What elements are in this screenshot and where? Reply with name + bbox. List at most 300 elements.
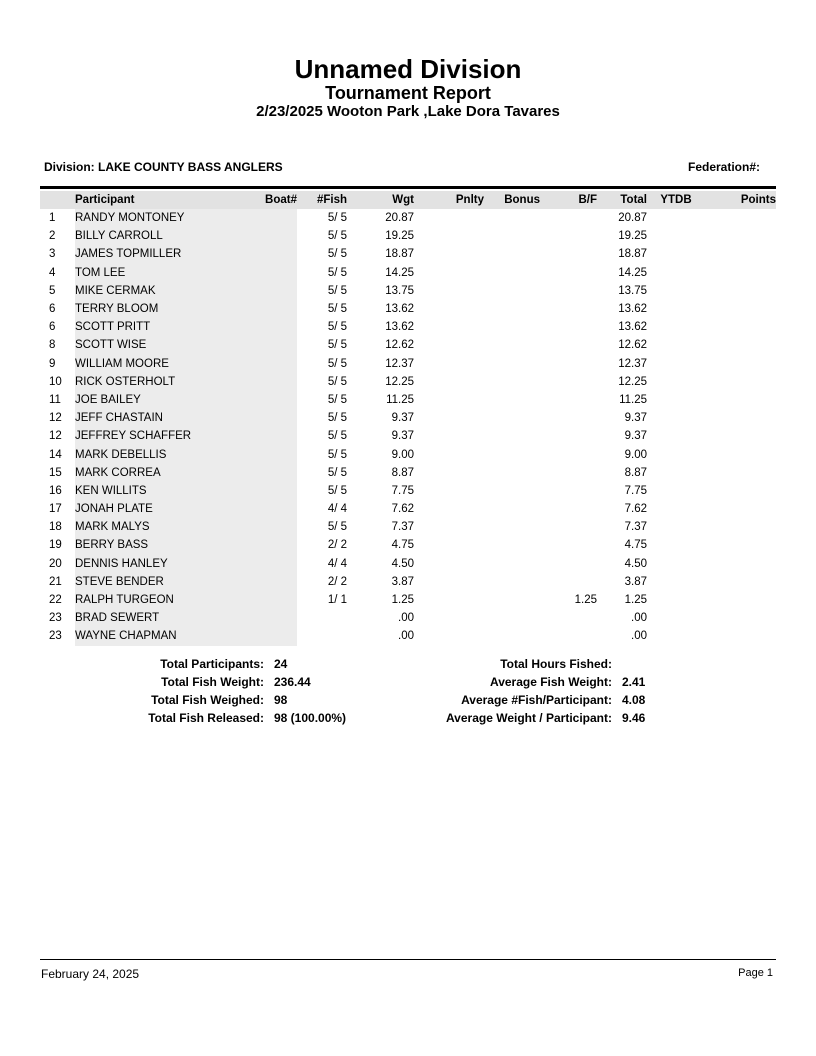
place-cell: 9 — [49, 357, 56, 370]
big-fish-cell — [540, 573, 597, 591]
bonus-cell — [484, 627, 540, 645]
weight-cell: 12.25 — [385, 375, 414, 388]
table-row — [40, 373, 776, 391]
weight-cell: 4.50 — [391, 557, 414, 570]
place-cell: 20 — [49, 557, 62, 570]
report-subtitle: Tournament Report — [325, 83, 491, 103]
summary-right-label: Average #Fish/Participant: — [461, 693, 612, 707]
participant-cell: STEVE BENDER — [75, 573, 245, 591]
division-line — [44, 160, 760, 174]
ytdb-cell — [647, 209, 705, 227]
points-cell — [705, 391, 776, 409]
place-cell: 8 — [49, 339, 56, 352]
place-cell: 12 — [49, 430, 62, 443]
place-cell: 16 — [49, 484, 62, 497]
points-cell — [705, 336, 776, 354]
table-row — [40, 609, 776, 627]
place-cell: 1 — [49, 212, 56, 225]
bonus-cell — [484, 336, 540, 354]
event-line: 2/23/2025 Wooton Park ,Lake Dora Tavares — [256, 103, 560, 120]
fish-count-cell: 5/ 5 — [327, 284, 347, 297]
big-fish-cell — [540, 518, 597, 536]
ytdb-cell — [647, 464, 705, 482]
ytdb-cell — [647, 445, 705, 463]
ytdb-cell — [647, 391, 705, 409]
weight-cell: 14.25 — [385, 266, 414, 279]
boat-cell — [245, 627, 297, 645]
ytdb-cell — [647, 555, 705, 573]
fish-count-cell: 2/ 2 — [327, 575, 347, 588]
points-cell — [705, 264, 776, 282]
points-cell — [705, 536, 776, 554]
table-row — [40, 427, 776, 445]
total-cell: 11.25 — [619, 393, 647, 406]
boat-cell — [245, 245, 297, 263]
bonus-cell — [484, 609, 540, 627]
big-fish-cell: 1.25 — [574, 594, 597, 607]
ytdb-cell — [647, 318, 705, 336]
fish-count-cell: 5/ 5 — [327, 266, 347, 279]
place-cell: 22 — [49, 594, 62, 607]
bonus-cell — [484, 264, 540, 282]
boat-cell — [245, 336, 297, 354]
participant-cell: DENNIS HANLEY — [75, 555, 245, 573]
ytdb-cell — [647, 482, 705, 500]
table-row — [40, 445, 776, 463]
bonus-cell — [484, 500, 540, 518]
bonus-cell — [484, 518, 540, 536]
table-row — [40, 627, 776, 645]
bonus-cell — [484, 555, 540, 573]
boat-cell — [245, 591, 297, 609]
big-fish-cell — [540, 300, 597, 318]
boat-cell — [245, 227, 297, 245]
table-row — [40, 391, 776, 409]
weight-cell: 19.25 — [385, 230, 414, 243]
total-cell: 12.25 — [618, 375, 647, 388]
total-cell: 8.87 — [624, 466, 647, 479]
participant-cell: JOE BAILEY — [75, 391, 245, 409]
weight-cell: 3.87 — [391, 575, 414, 588]
boat-cell — [245, 282, 297, 300]
bonus-cell — [484, 245, 540, 263]
total-cell: 18.87 — [618, 248, 647, 261]
summary-left-value: 98 (100.00%) — [274, 711, 347, 725]
bonus-cell — [484, 445, 540, 463]
points-cell — [705, 209, 776, 227]
points-cell — [705, 355, 776, 373]
total-cell: 7.37 — [624, 521, 647, 534]
participant-cell: WAYNE CHAPMAN — [75, 627, 245, 645]
bonus-cell — [484, 373, 540, 391]
fish-count-cell — [297, 627, 347, 645]
big-fish-cell — [540, 264, 597, 282]
points-cell — [705, 409, 776, 427]
points-cell — [705, 555, 776, 573]
bonus-cell — [484, 209, 540, 227]
penalty-cell — [414, 373, 484, 391]
col-fish-header: #Fish — [297, 191, 347, 209]
penalty-cell — [414, 445, 484, 463]
points-cell — [705, 573, 776, 591]
total-cell: 13.75 — [618, 284, 647, 297]
bonus-cell — [484, 227, 540, 245]
boat-cell — [245, 300, 297, 318]
boat-cell — [245, 409, 297, 427]
fish-count-cell: 5/ 5 — [327, 393, 347, 406]
ytdb-cell — [647, 427, 705, 445]
total-cell: 12.62 — [618, 339, 647, 352]
ytdb-cell — [647, 336, 705, 354]
table-row — [40, 209, 776, 227]
col-pnlty-header: Pnlty — [414, 191, 484, 209]
points-cell — [705, 464, 776, 482]
summary-right-value: 9.46 — [622, 711, 646, 725]
fish-count-cell: 5/ 5 — [327, 321, 347, 334]
weight-cell: 20.87 — [385, 212, 414, 225]
bonus-cell — [484, 573, 540, 591]
fish-count-cell: 5/ 5 — [327, 212, 347, 225]
place-cell: 6 — [49, 303, 56, 316]
penalty-cell — [414, 609, 484, 627]
report-header — [0, 54, 816, 120]
weight-cell: 9.37 — [391, 430, 414, 443]
boat-cell — [245, 445, 297, 463]
penalty-cell — [414, 355, 484, 373]
penalty-cell — [414, 282, 484, 300]
fish-count-cell: 5/ 5 — [327, 303, 347, 316]
weight-cell: 12.37 — [385, 357, 414, 370]
col-ytdb-header: YTDB — [647, 191, 705, 209]
participant-cell: MARK MALYS — [75, 518, 245, 536]
penalty-cell — [414, 591, 484, 609]
boat-cell — [245, 518, 297, 536]
points-cell — [705, 318, 776, 336]
total-cell: 9.37 — [624, 412, 647, 425]
col-boat-header: Boat# — [245, 191, 297, 209]
bonus-cell — [484, 536, 540, 554]
points-cell — [705, 609, 776, 627]
fish-count-cell: 5/ 5 — [327, 248, 347, 261]
boat-cell — [245, 373, 297, 391]
total-cell: .00 — [631, 612, 647, 625]
big-fish-cell — [540, 445, 597, 463]
ytdb-cell — [647, 500, 705, 518]
place-cell: 19 — [49, 539, 62, 552]
table-row — [40, 591, 776, 609]
fish-count-cell: 5/ 5 — [327, 448, 347, 461]
results-table — [40, 191, 776, 646]
boat-cell — [245, 573, 297, 591]
points-cell — [705, 482, 776, 500]
place-cell: 21 — [49, 575, 62, 588]
weight-cell: .00 — [398, 630, 414, 643]
col-participant-header: Participant — [75, 191, 245, 209]
penalty-cell — [414, 427, 484, 445]
bonus-cell — [484, 355, 540, 373]
place-cell: 23 — [49, 630, 62, 643]
total-cell: .00 — [631, 630, 647, 643]
big-fish-cell — [540, 609, 597, 627]
table-row — [40, 227, 776, 245]
penalty-cell — [414, 518, 484, 536]
penalty-cell — [414, 245, 484, 263]
fish-count-cell: 5/ 5 — [327, 357, 347, 370]
participant-cell: RICK OSTERHOLT — [75, 373, 245, 391]
big-fish-cell — [540, 336, 597, 354]
participant-cell: BRAD SEWERT — [75, 609, 245, 627]
table-row — [40, 245, 776, 263]
header-rule — [40, 186, 776, 189]
total-cell: 9.00 — [624, 448, 647, 461]
penalty-cell — [414, 482, 484, 500]
penalty-cell — [414, 464, 484, 482]
boat-cell — [245, 536, 297, 554]
big-fish-cell — [540, 227, 597, 245]
fish-count-cell: 5/ 5 — [327, 412, 347, 425]
participant-cell: JAMES TOPMILLER — [75, 245, 245, 263]
col-place-header — [40, 191, 75, 209]
penalty-cell — [414, 500, 484, 518]
weight-cell: 7.75 — [391, 484, 414, 497]
summary-left-label: Total Fish Released: — [148, 711, 264, 725]
weight-cell: 1.25 — [391, 594, 414, 607]
participant-cell: MIKE CERMAK — [75, 282, 245, 300]
table-row — [40, 464, 776, 482]
ytdb-cell — [647, 300, 705, 318]
place-cell: 15 — [49, 466, 62, 479]
points-cell — [705, 627, 776, 645]
table-row — [40, 282, 776, 300]
table-row — [40, 536, 776, 554]
participant-cell: BILLY CARROLL — [75, 227, 245, 245]
weight-cell: 18.87 — [385, 248, 414, 261]
penalty-cell — [414, 318, 484, 336]
boat-cell — [245, 355, 297, 373]
weight-cell: 9.00 — [391, 448, 414, 461]
participant-cell: KEN WILLITS — [75, 482, 245, 500]
total-cell: 14.25 — [618, 266, 647, 279]
penalty-cell — [414, 536, 484, 554]
boat-cell — [245, 500, 297, 518]
big-fish-cell — [540, 282, 597, 300]
footer-rule — [40, 959, 776, 960]
penalty-cell — [414, 209, 484, 227]
fish-count-cell: 5/ 5 — [327, 375, 347, 388]
bonus-cell — [484, 591, 540, 609]
participant-cell: TOM LEE — [75, 264, 245, 282]
bonus-cell — [484, 427, 540, 445]
total-cell: 13.62 — [618, 303, 647, 316]
ytdb-cell — [647, 536, 705, 554]
table-row — [40, 518, 776, 536]
total-cell: 4.75 — [624, 539, 647, 552]
big-fish-cell — [540, 627, 597, 645]
weight-cell: 7.62 — [391, 503, 414, 516]
table-row — [40, 318, 776, 336]
boat-cell — [245, 264, 297, 282]
participant-cell: WILLIAM MOORE — [75, 355, 245, 373]
participant-cell: JEFFREY SCHAFFER — [75, 427, 245, 445]
fish-count-cell: 4/ 4 — [327, 557, 347, 570]
bonus-cell — [484, 409, 540, 427]
participant-cell: SCOTT PRITT — [75, 318, 245, 336]
col-points-header: Points — [705, 191, 776, 209]
boat-cell — [245, 555, 297, 573]
weight-cell: 13.62 — [385, 303, 414, 316]
place-cell: 2 — [49, 230, 56, 243]
col-bf-header: B/F — [540, 191, 597, 209]
big-fish-cell — [540, 500, 597, 518]
weight-cell: 7.37 — [391, 521, 414, 534]
penalty-cell — [414, 555, 484, 573]
ytdb-cell — [647, 573, 705, 591]
bonus-cell — [484, 464, 540, 482]
total-cell: 19.25 — [618, 230, 647, 243]
fish-count-cell: 5/ 5 — [327, 339, 347, 352]
place-cell: 14 — [49, 448, 62, 461]
participant-cell: TERRY BLOOM — [75, 300, 245, 318]
big-fish-cell — [540, 464, 597, 482]
division-label: Division: LAKE COUNTY BASS ANGLERS — [44, 160, 283, 174]
summary-left-label: Total Participants: — [160, 657, 264, 671]
fish-count-cell: 1/ 1 — [327, 594, 347, 607]
total-cell: 7.62 — [624, 503, 647, 516]
big-fish-cell — [540, 427, 597, 445]
weight-cell: 4.75 — [391, 539, 414, 552]
total-cell: 20.87 — [618, 212, 647, 225]
points-cell — [705, 445, 776, 463]
total-cell: 7.75 — [624, 484, 647, 497]
weight-cell: 9.37 — [391, 412, 414, 425]
fish-count-cell: 5/ 5 — [327, 430, 347, 443]
place-cell: 4 — [49, 266, 56, 279]
fish-count-cell: 5/ 5 — [327, 230, 347, 243]
results-body — [40, 209, 776, 646]
summary-right-value: 2.41 — [622, 675, 646, 689]
participant-cell: JEFF CHASTAIN — [75, 409, 245, 427]
table-row — [40, 264, 776, 282]
weight-cell: 13.62 — [385, 321, 414, 334]
ytdb-cell — [647, 245, 705, 263]
table-header-row — [40, 191, 776, 209]
total-cell: 12.37 — [618, 357, 647, 370]
points-cell — [705, 373, 776, 391]
participant-cell: RALPH TURGEON — [75, 591, 245, 609]
fish-count-cell: 4/ 4 — [327, 503, 347, 516]
penalty-cell — [414, 227, 484, 245]
ytdb-cell — [647, 518, 705, 536]
total-cell: 9.37 — [624, 430, 647, 443]
bonus-cell — [484, 300, 540, 318]
fish-count-cell: 2/ 2 — [327, 539, 347, 552]
points-cell — [705, 591, 776, 609]
federation-label: Federation#: — [687, 160, 760, 174]
report-title: Unnamed Division — [294, 54, 522, 84]
table-row — [40, 355, 776, 373]
total-cell: 13.62 — [618, 321, 647, 334]
fish-count-cell: 5/ 5 — [327, 466, 347, 479]
summary-left-value: 236.44 — [274, 675, 311, 689]
boat-cell — [245, 318, 297, 336]
summary-right-value: 4.08 — [622, 693, 646, 707]
penalty-cell — [414, 573, 484, 591]
participant-cell: RANDY MONTONEY — [75, 209, 245, 227]
penalty-cell — [414, 264, 484, 282]
total-cell: 3.87 — [624, 575, 647, 588]
ytdb-cell — [647, 609, 705, 627]
points-cell — [705, 227, 776, 245]
ytdb-cell — [647, 355, 705, 373]
participant-cell: SCOTT WISE — [75, 336, 245, 354]
ytdb-cell — [647, 264, 705, 282]
points-cell — [705, 245, 776, 263]
penalty-cell — [414, 627, 484, 645]
points-cell — [705, 300, 776, 318]
table-row — [40, 482, 776, 500]
ytdb-cell — [647, 627, 705, 645]
big-fish-cell — [540, 409, 597, 427]
big-fish-cell — [540, 555, 597, 573]
big-fish-cell — [540, 318, 597, 336]
ytdb-cell — [647, 409, 705, 427]
participant-cell: MARK CORREA — [75, 464, 245, 482]
big-fish-cell — [540, 355, 597, 373]
bonus-cell — [484, 282, 540, 300]
boat-cell — [245, 464, 297, 482]
footer-date: February 24, 2025 — [41, 967, 140, 981]
boat-cell — [245, 391, 297, 409]
points-cell — [705, 427, 776, 445]
col-wgt-header: Wgt — [347, 191, 414, 209]
place-cell: 5 — [49, 284, 56, 297]
ytdb-cell — [647, 591, 705, 609]
points-cell — [705, 282, 776, 300]
big-fish-cell — [540, 245, 597, 263]
summary-left-label: Total Fish Weighed: — [151, 693, 264, 707]
points-cell — [705, 500, 776, 518]
points-cell — [705, 518, 776, 536]
footer-page-number: Page 1 — [738, 967, 773, 979]
penalty-cell — [414, 336, 484, 354]
big-fish-cell — [540, 391, 597, 409]
big-fish-cell — [540, 209, 597, 227]
big-fish-cell — [540, 482, 597, 500]
place-cell: 6 — [49, 321, 56, 334]
penalty-cell — [414, 409, 484, 427]
participant-cell: BERRY BASS — [75, 536, 245, 554]
place-cell: 10 — [49, 375, 62, 388]
boat-cell — [245, 609, 297, 627]
col-total-header: Total — [597, 191, 647, 209]
big-fish-cell — [540, 536, 597, 554]
place-cell: 18 — [49, 521, 62, 534]
table-row — [40, 500, 776, 518]
fish-count-cell — [297, 609, 347, 627]
fish-count-cell: 5/ 5 — [327, 484, 347, 497]
penalty-cell — [414, 300, 484, 318]
ytdb-cell — [647, 282, 705, 300]
big-fish-cell — [540, 373, 597, 391]
bonus-cell — [484, 482, 540, 500]
ytdb-cell — [647, 373, 705, 391]
place-cell: 3 — [49, 248, 56, 261]
place-cell: 17 — [49, 503, 62, 516]
summary-right-label: Average Weight / Participant: — [445, 711, 612, 725]
weight-cell: .00 — [398, 612, 414, 625]
boat-cell — [245, 427, 297, 445]
participant-cell: JONAH PLATE — [75, 500, 245, 518]
